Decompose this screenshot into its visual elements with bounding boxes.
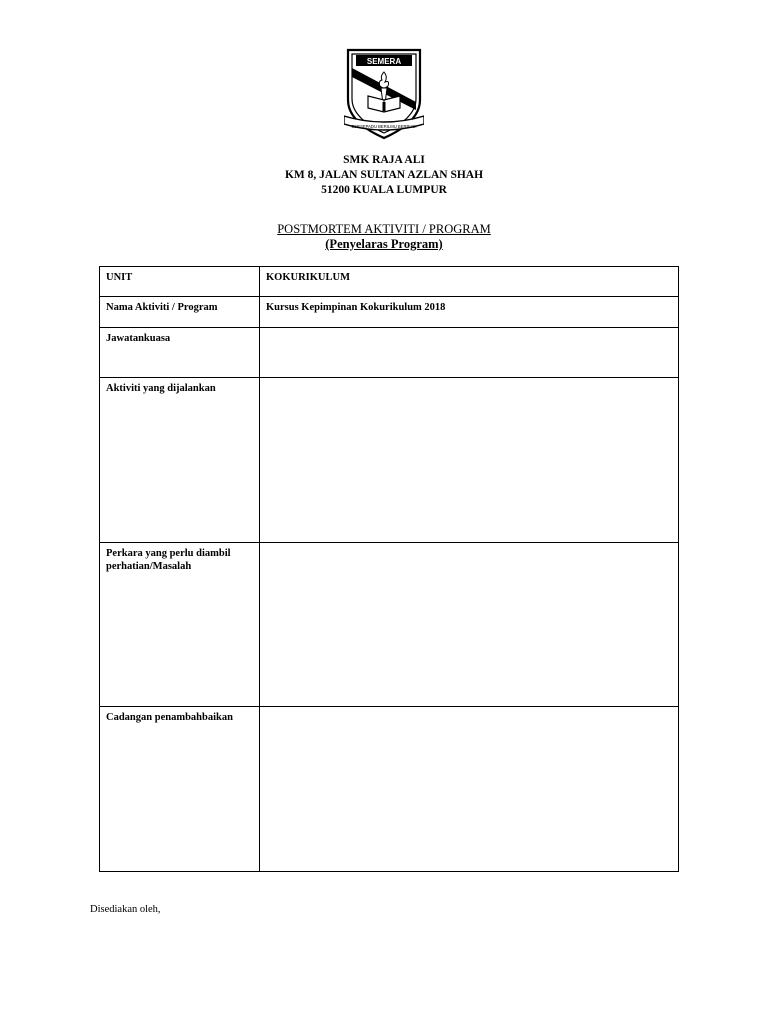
row-label-unit: UNIT — [100, 267, 260, 297]
row-value-issues[interactable] — [260, 543, 679, 707]
row-value-unit[interactable]: KOKURIKULUM — [260, 267, 679, 297]
school-name: SMK RAJA ALI — [343, 154, 425, 166]
row-label-improvements: Cadangan penambahbaikan — [100, 707, 260, 872]
row-label-activities: Aktiviti yang dijalankan — [100, 378, 260, 543]
school-address-line1: KM 8, JALAN SULTAN AZLAN SHAH — [284, 169, 484, 181]
postmortem-form-table — [99, 266, 679, 872]
row-label-program-name: Nama Aktiviti / Program — [100, 297, 260, 328]
table-row — [100, 707, 679, 872]
school-crest-icon — [344, 44, 424, 142]
crest-motto-text: BERSEPADU BERILMU BERBUDI — [351, 124, 417, 129]
row-value-committee[interactable] — [260, 328, 679, 378]
document-subtitle: (Penyelaras Program) — [325, 237, 443, 251]
school-address-line2: 51200 KUALA LUMPUR — [321, 184, 447, 196]
prepared-by-label: Disediakan oleh, — [90, 904, 161, 915]
school-header — [0, 153, 768, 198]
table-row — [100, 328, 679, 378]
table-row — [100, 378, 679, 543]
table-row — [100, 543, 679, 707]
row-value-improvements[interactable] — [260, 707, 679, 872]
row-label-committee: Jawatankuasa — [100, 328, 260, 378]
document-title: POSTMORTEM AKTIVITI / PROGRAM — [277, 222, 491, 236]
table-row — [100, 297, 679, 328]
document-title-block — [0, 222, 768, 252]
row-value-activities[interactable] — [260, 378, 679, 543]
table-row — [100, 267, 679, 297]
crest-banner-text: SEMERA — [366, 57, 402, 66]
row-label-issues: Perkara yang perlu diambil perhatian/Masalah — [100, 543, 260, 707]
row-value-program-name[interactable]: Kursus Kepimpinan Kokurikulum 2018 — [260, 297, 679, 328]
